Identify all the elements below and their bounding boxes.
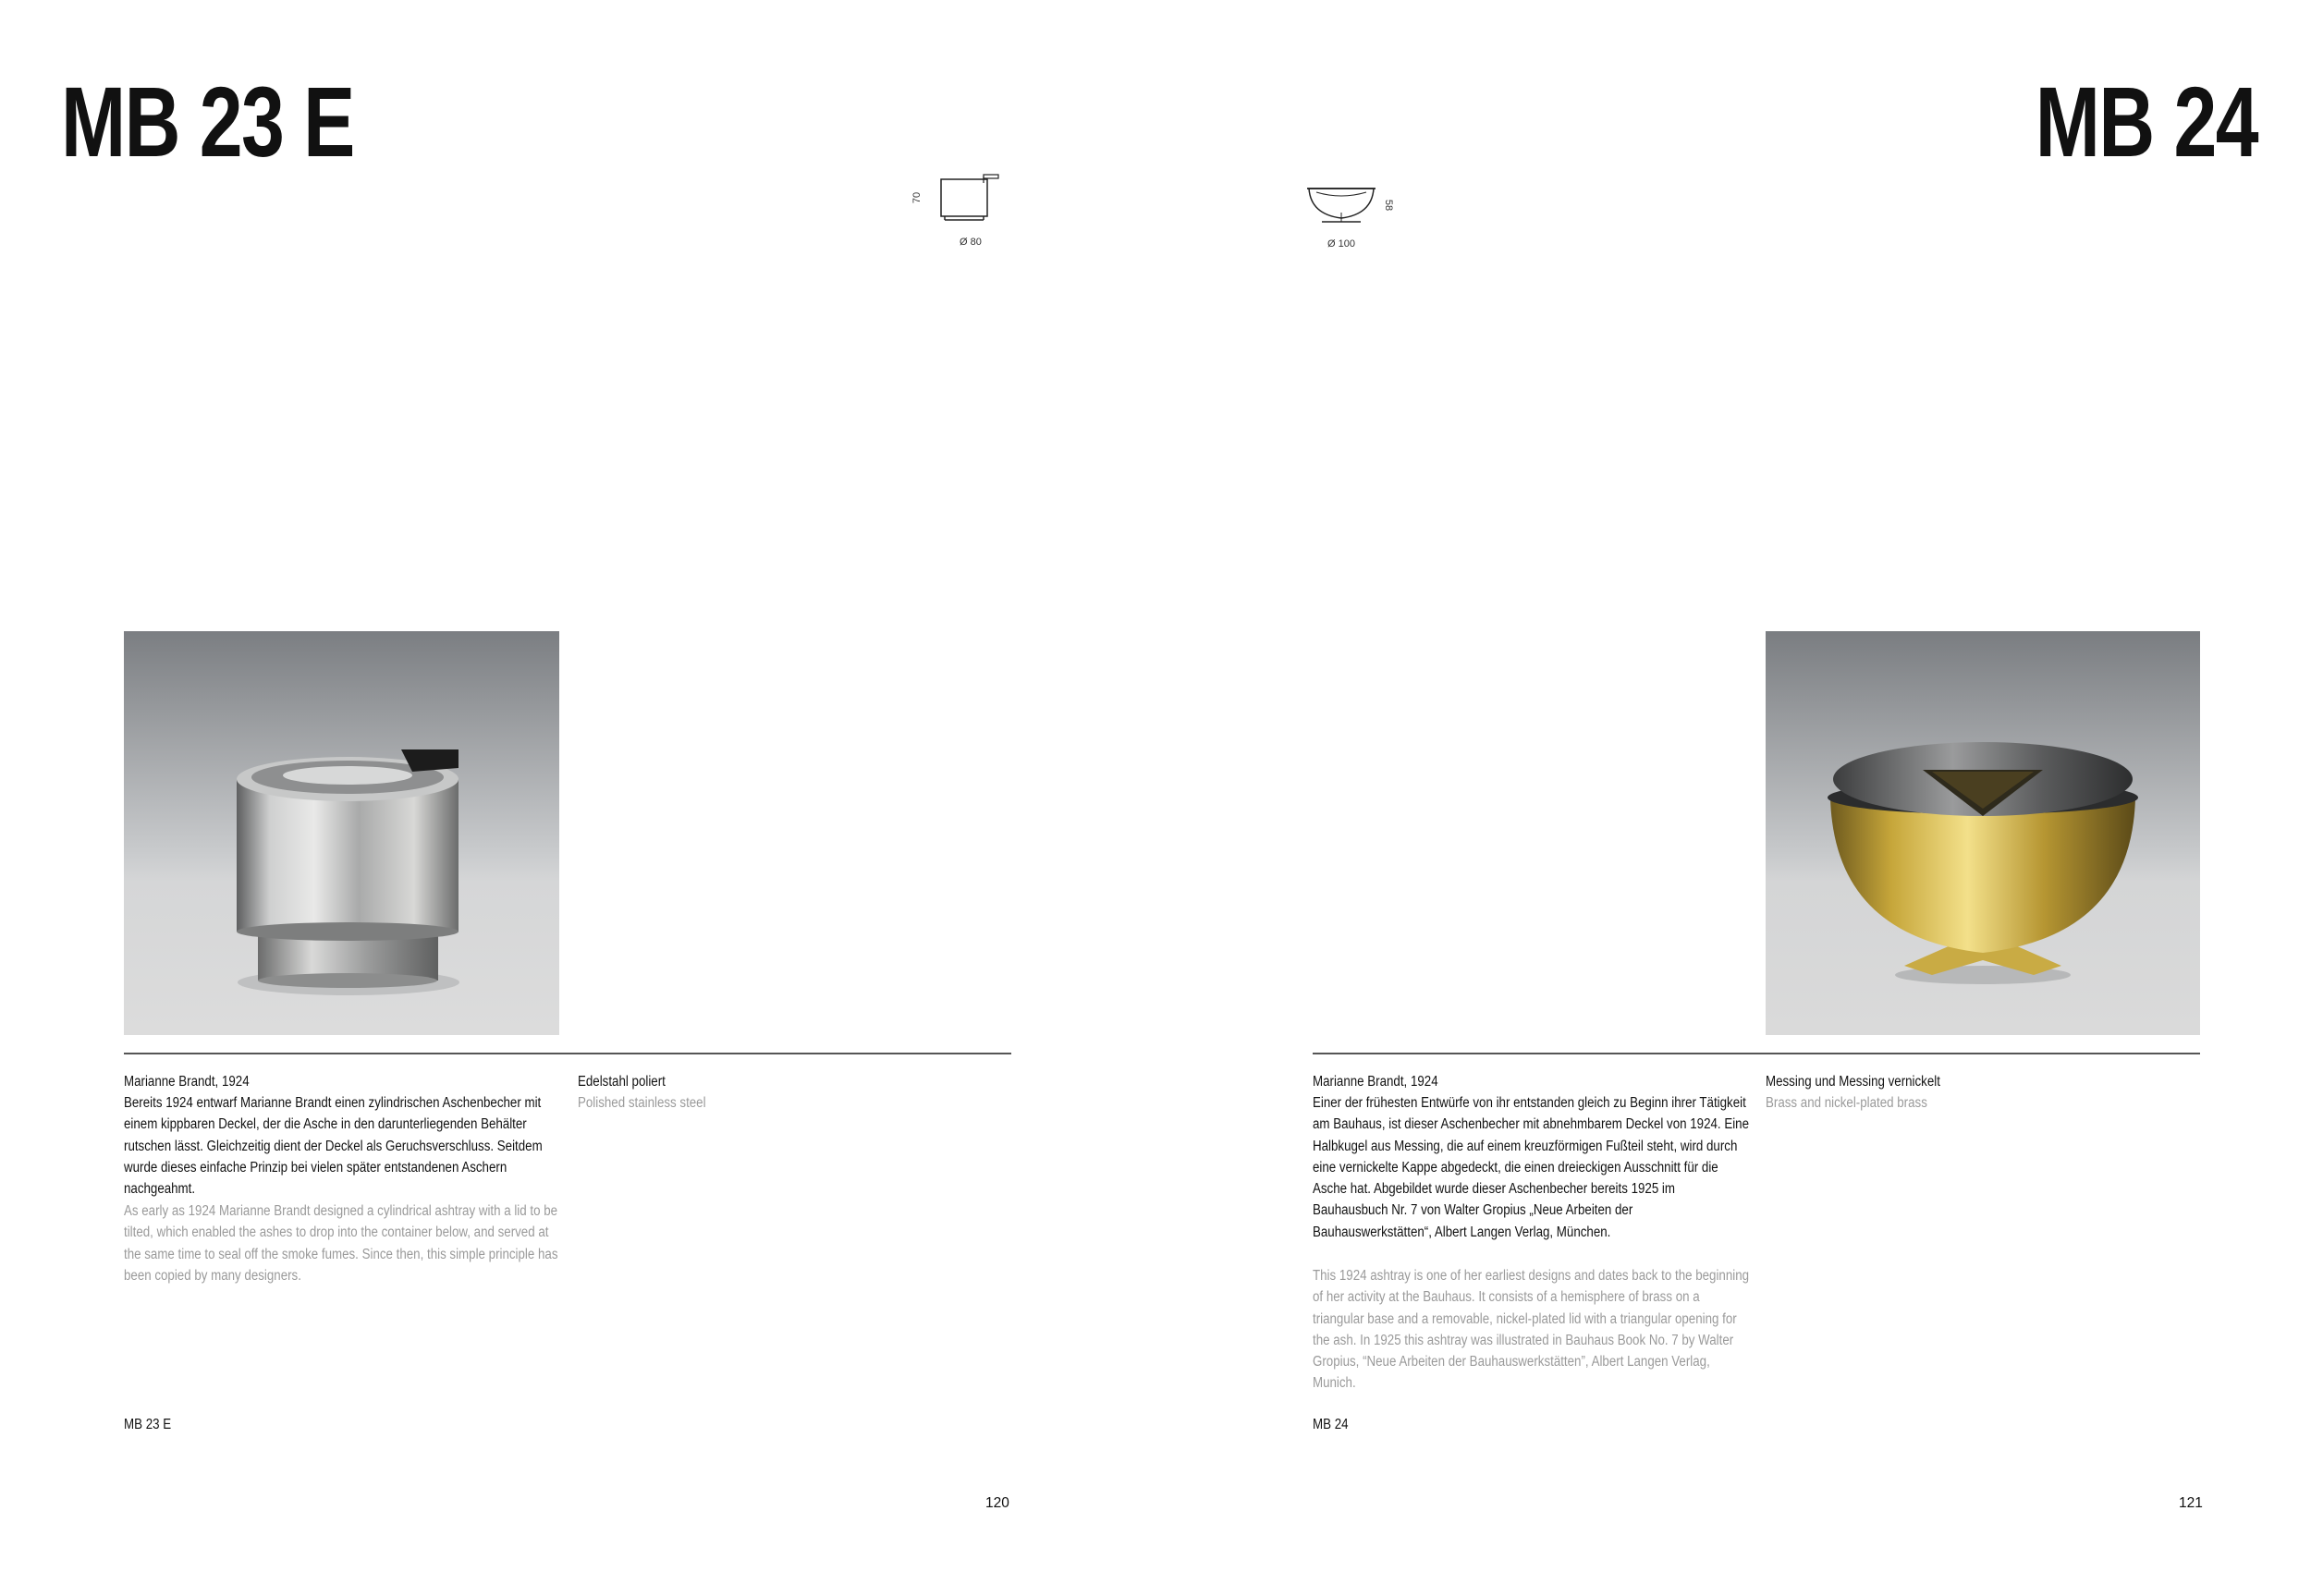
left-material-english: Polished stainless steel <box>578 1095 706 1111</box>
right-material-english: Brass and nickel-plated brass <box>1766 1095 1927 1111</box>
right-text-german: Einer der frühesten Entwürfe von ihr entstanden gleich zu Beginn ihrer Tätigkeit am Bauhaus, ist dieser Aschenbecher mit abnehmbarem Deckel von 1924. Eine Halbkugel aus Messing, die auf einem kreuzförmigen Fußteil steht, wird durch eine vernickelte Kappe abgedeckt, die einen dreieckigen Ausschnitt für die Asche hat. Abgebildet wurde dieser Aschenbecher bereits 1925 im Bauhausbuch Nr. 7 von Walter Gropius „Neue Arbeiten der Bauhauswerkstätten“, Albert Langen Verlag, München. <box>1313 1095 1750 1240</box>
right-product-photo <box>1766 631 2200 1035</box>
right-page-number: 121 <box>2179 1495 2203 1511</box>
right-page-title: MB 24 <box>2035 66 2257 177</box>
left-page-number: 120 <box>985 1495 1009 1511</box>
left-diameter-label: Ø 80 <box>960 237 982 248</box>
left-footer-model: MB 23 E <box>124 1417 172 1432</box>
left-height-label: 70 <box>911 191 923 204</box>
left-text-german: Bereits 1924 entwarf Marianne Brandt einen zylindrischen Aschenbecher mit einem kippbaren Deckel, der die Asche in den darunterliegenden Behälter rutschen lässt. Gleichzeitig dient der Deckel als Geruchsverschluss. Seitdem wurde dieses einfache Prinzip bei vielen später entstandenen Aschern nachgeahmt. <box>124 1095 543 1198</box>
left-material-german: Edelstahl poliert <box>578 1074 666 1090</box>
right-material-german: Messing und Messing vernickelt <box>1766 1074 1940 1090</box>
left-credit: Marianne Brandt, 1924 <box>124 1074 250 1090</box>
right-dimension-sketch <box>1303 176 1405 259</box>
right-height-label: 58 <box>1383 199 1395 212</box>
right-divider <box>1313 1053 2200 1054</box>
right-credit: Marianne Brandt, 1924 <box>1313 1074 1438 1090</box>
cylinder-ashtray-sketch-icon <box>915 172 1017 227</box>
left-product-photo <box>124 631 559 1035</box>
left-divider <box>124 1053 1011 1054</box>
left-dimension-sketch <box>911 172 1017 255</box>
left-text-english: As early as 1924 Marianne Brandt designed a cylindrical ashtray with a lid to be tilted, which enabled the ashes to drop into the container below, and served at the same time to seal off the smoke fumes. Since then, this simple principle has been copied by many designers. <box>124 1203 558 1284</box>
right-footer-model: MB 24 <box>1313 1417 1349 1432</box>
right-diameter-label: Ø 100 <box>1327 238 1355 250</box>
left-page-title: MB 23 E <box>61 66 354 177</box>
right-text-english: This 1924 ashtray is one of her earliest designs and dates back to the beginning of her activity at the Bauhaus. It consists of a hemisphere of brass on a triangular base and a removable, nickel-plated lid with a triangular opening for the ash. In 1925 this ashtray was illustrated in Bauhaus Book No. 7 by Walter Gropius, “Neue Arbeiten der Bauhauswerkstätten”, Albert Langen Verlag, Munich. <box>1313 1268 1750 1392</box>
